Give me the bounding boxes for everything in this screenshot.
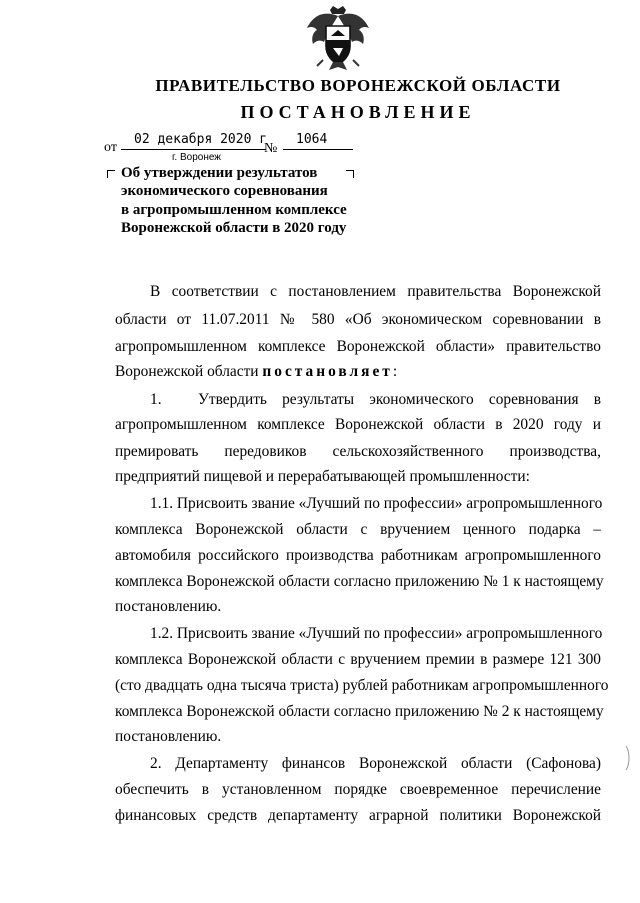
item-1-2-line: комплекса Воронежской области с вручением премии в размере 121 300 bbox=[115, 651, 601, 668]
item-1-1-line: комплекса Воронежской области с вручением ценного подарка – bbox=[115, 521, 601, 538]
document-date: 02 декабря 2020 г bbox=[134, 132, 268, 147]
item-2-line: 2. Департаменту финансов Воронежской области (Сафонова) bbox=[150, 755, 601, 772]
subject-line: Об утверждении результатов bbox=[121, 165, 318, 181]
preamble-line: агропромышленном комплексе Воронежской области» правительство bbox=[115, 338, 601, 355]
number-underline bbox=[283, 149, 353, 150]
margin-mark bbox=[624, 744, 632, 772]
document-number: 1064 bbox=[296, 132, 328, 147]
item-1-1-line: постановлению. bbox=[115, 598, 222, 615]
city-label: г. Воронеж bbox=[172, 152, 221, 163]
item-1-2-line: (сто двадцать одна тысяча триста) рублей работникам агропромышленного bbox=[115, 677, 609, 694]
subject-line: Воронежской области в 2020 году bbox=[121, 220, 347, 237]
item-2-line: финансовых средств департаменту аграрной политики Воронежской bbox=[115, 807, 601, 824]
item-1-1-line: 1.1. Присвоить звание «Лучший по профессии» агропромышленного bbox=[150, 495, 603, 512]
item-number: 1. bbox=[150, 391, 162, 408]
government-title: ПРАВИТЕЛЬСТВО ВОРОНЕЖСКОЙ ОБЛАСТИ bbox=[155, 76, 561, 95]
subject-line: экономического соревнования bbox=[121, 183, 328, 200]
preamble-line bbox=[115, 362, 397, 382]
item-1-line: предприятий пищевой и перерабатывающей промышленности: bbox=[115, 468, 530, 485]
item-1-1-line: комплекса Воронежской области согласно приложению № 1 к настоящему bbox=[115, 573, 604, 590]
subject-corner-right bbox=[346, 170, 354, 178]
coat-of-arms-emblem bbox=[293, 6, 383, 74]
date-underline bbox=[121, 149, 266, 150]
preamble-colon: : bbox=[392, 363, 398, 380]
document-subject bbox=[121, 164, 347, 238]
item-1-line: агропромышленном комплексе Воронежской области в 2020 году и bbox=[115, 416, 601, 433]
preamble-line: В соответствии с постановлением правительства Воронежской bbox=[150, 283, 601, 300]
preamble-line: области от 11.07.2011 № 580 «Об экономическом соревновании в bbox=[115, 311, 601, 328]
item-1-1-line: автомобиля российского производства работникам агропромышленного bbox=[115, 547, 601, 564]
subject-corner-left bbox=[107, 170, 115, 178]
document-type-title: ПОСТАНОВЛЕНИЕ bbox=[240, 102, 476, 122]
item-1-line: премировать передовиков сельскохозяйственного производства, bbox=[115, 443, 601, 460]
item-1-2-line: 1.2. Присвоить звание «Лучший по профессии» агропромышленного bbox=[150, 625, 603, 642]
item-1-line: Утвердить результаты экономического соревнования в bbox=[198, 391, 601, 408]
item-2-line: обеспечить в установленном порядке своевременное перечисление bbox=[115, 781, 601, 798]
preamble-text: Воронежской области bbox=[115, 363, 259, 380]
spaced-keyword: постановляет bbox=[262, 363, 393, 380]
date-prefix: от bbox=[104, 140, 117, 155]
number-prefix: № bbox=[264, 141, 278, 156]
item-1-2-line: постановлению. bbox=[115, 728, 222, 745]
item-1-2-line: комплекса Воронежской области согласно приложению № 2 к настоящему bbox=[115, 703, 604, 720]
subject-line: в агропромышленном комплексе bbox=[121, 201, 347, 218]
